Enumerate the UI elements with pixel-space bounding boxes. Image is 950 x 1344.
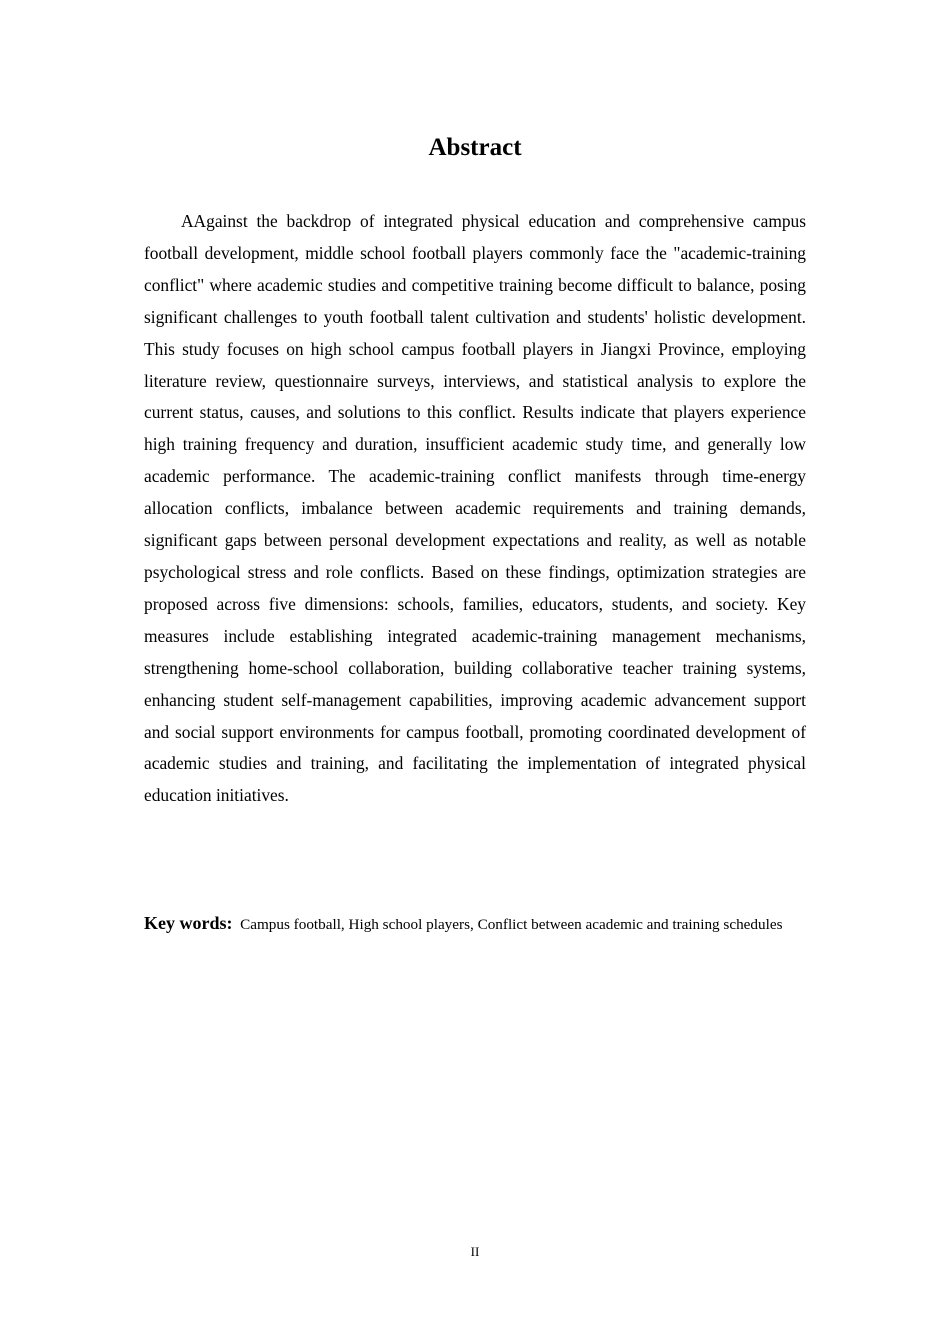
page-title: Abstract bbox=[428, 134, 522, 161]
abstract-body: AAgainst the backdrop of integrated physical education and comprehensive campus football development, middle school football players commonly face the "academic-training conflict" where academic studies and competitive training become difficult to balance, posing significant challenges to youth football talent cultivation and students' holistic development. This study focuses on high school campus football players in Jiangxi Province, employing literature review, questionnaire surveys, interviews, and statistical analysis to explore the current status, causes, and solutions to this conflict. Results indicate that players experience high training frequency and duration, insufficient academic study time, and generally low academic performance. The academic-training conflict manifests through time-energy allocation conflicts, imbalance between academic requirements and training demands, significant gaps between personal development expectations and reality, as well as notable psychological stress and role conflicts. Based on these findings, optimization strategies are proposed across five dimensions: schools, families, educators, students, and society. Key measures include establishing integrated academic-training management mechanisms, strengthening home-school collaboration, building collaborative teacher training systems, enhancing student self-management capabilities, improving academic advancement support and social support environments for campus football, promoting coordinated development of academic studies and training, and facilitating the implementation of integrated physical education initiatives. bbox=[144, 211, 806, 806]
keywords-line bbox=[144, 908, 806, 940]
keywords-label: Key words: bbox=[144, 913, 233, 933]
page-number: II bbox=[470, 1244, 480, 1259]
keywords-text: Campus football, High school players, Conflict between academic and training schedules bbox=[240, 916, 783, 933]
